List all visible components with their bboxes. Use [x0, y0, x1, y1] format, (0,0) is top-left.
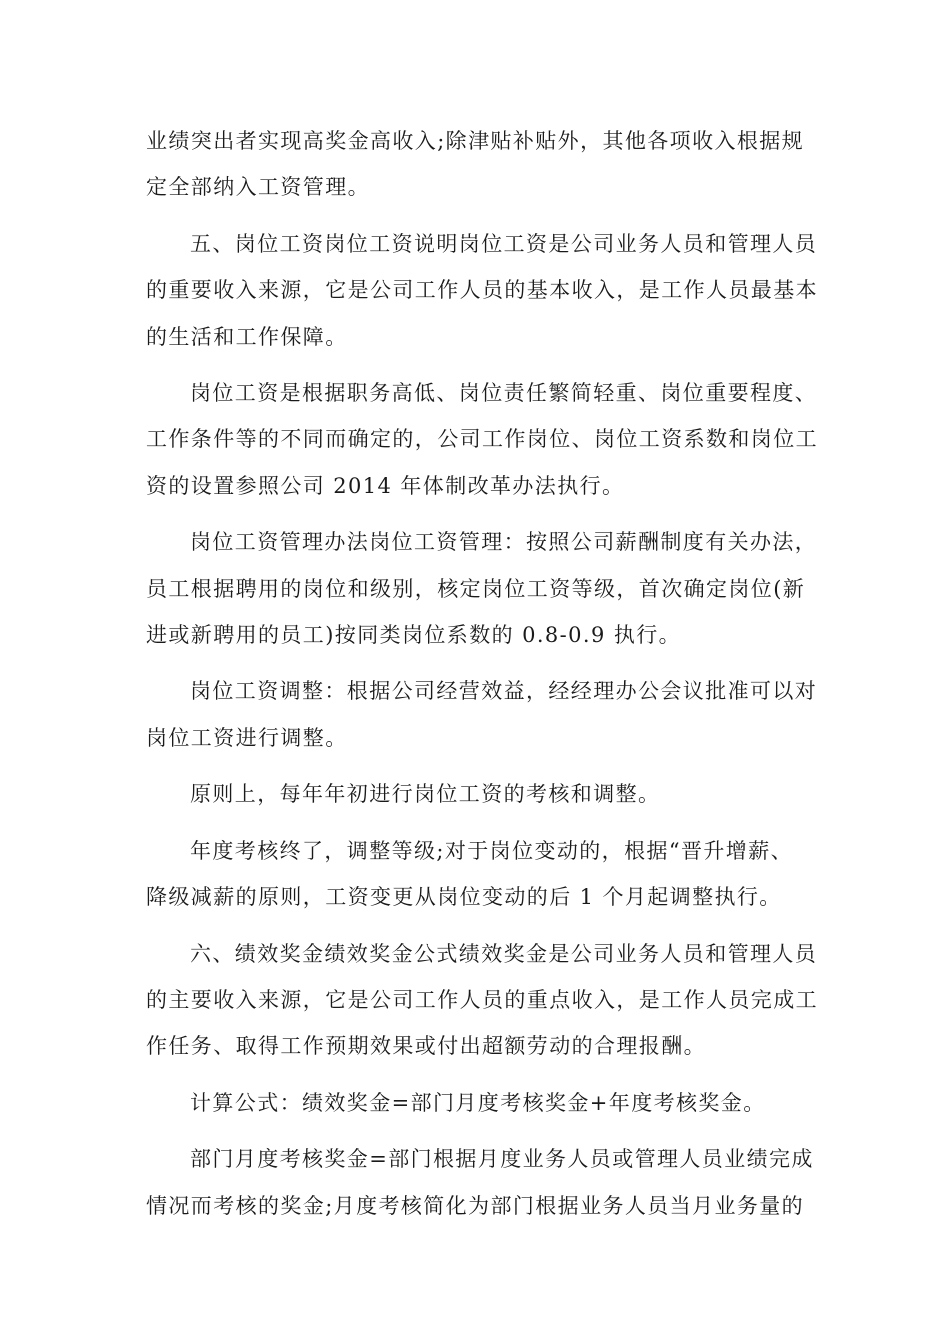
text-line: 计算公式：绩效奖金=部门月度考核奖金+年度考核奖金。: [190, 1090, 766, 1115]
text-line: 岗位工资调整：根据公司经营效益，经经理办公会议批准可以对: [190, 679, 818, 704]
paragraph-continuation: [146, 118, 810, 211]
text-line: 定全部纳入工资管理。: [146, 175, 370, 200]
paragraph-principle: [146, 771, 810, 817]
text-line: 岗位工资管理办法岗位工资管理：按照公司薪酬制度有关办法，: [190, 530, 818, 555]
paragraph-post-salary-basis: [146, 370, 818, 509]
text-line: 原则上，每年年初进行岗位工资的考核和调整。: [190, 782, 661, 807]
text-line: 部门月度考核奖金=部门根据月度业务人员或管理人员业绩完成: [190, 1147, 814, 1172]
text-line: 年度考核终了，调整等级;对于岗位变动的，根据“晋升增薪、: [190, 838, 794, 863]
paragraph-post-salary-management: [146, 519, 818, 658]
text-line: 岗位工资进行调整。: [146, 725, 348, 750]
text-line: 员工根据聘用的岗位和级别，核定岗位工资等级，首次确定岗位(新: [146, 576, 806, 601]
text-line: 六、绩效奖金绩效奖金公式绩效奖金是公司业务人员和管理人员: [190, 941, 818, 966]
paragraph-section-five: [146, 221, 818, 360]
text-line: 的主要收入来源，它是公司工作人员的重点收入，是工作人员完成工: [146, 987, 818, 1012]
text-line: 作任务、取得工作预期效果或付出超额劳动的合理报酬。: [146, 1034, 706, 1059]
paragraph-formula: [146, 1080, 810, 1126]
text-line: 的生活和工作保障。: [146, 324, 348, 349]
text-line: 业绩突出者实现高奖金高收入;除津贴补贴外，其他各项收入根据规: [146, 129, 805, 153]
text-line: 工作条件等的不同而确定的，公司工作岗位、岗位工资系数和岗位工: [146, 427, 818, 452]
paragraph-section-six: [146, 931, 818, 1070]
paragraph-monthly-bonus: [146, 1136, 814, 1229]
text-line: 进或新聘用的员工)按同类岗位系数的 0.8-0.9 执行。: [146, 623, 682, 648]
text-line: 情况而考核的奖金;月度考核简化为部门根据业务人员当月业务量的: [146, 1193, 805, 1218]
text-line: 的重要收入来源，它是公司工作人员的基本收入，是工作人员最基本: [146, 278, 818, 303]
paragraph-annual-review: [146, 828, 810, 921]
text-line: 资的设置参照公司 2014 年体制改革办法执行。: [146, 473, 625, 498]
text-line: 五、岗位工资岗位工资说明岗位工资是公司业务人员和管理人员: [190, 231, 818, 256]
text-line: 岗位工资是根据职务高低、岗位责任繁简轻重、岗位重要程度、: [190, 381, 818, 406]
text-line: 降级减薪的原则，工资变更从岗位变动的后 1 个月起调整执行。: [146, 885, 782, 910]
document-body: [146, 118, 818, 1239]
paragraph-post-salary-adjustment: [146, 668, 818, 761]
